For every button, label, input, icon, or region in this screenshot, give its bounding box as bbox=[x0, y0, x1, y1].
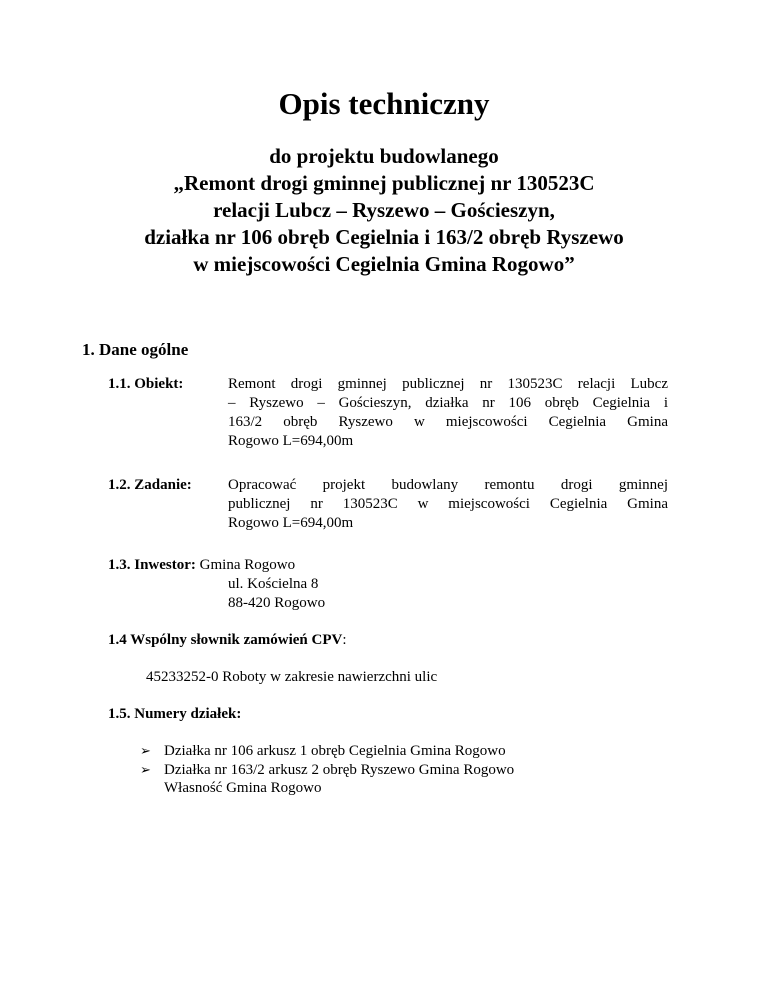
obiekt-line: 163/2 obręb Ryszewo w miejscowości Cegielnia Gmina bbox=[228, 414, 668, 430]
ownership-text: Własność Gmina Rogowo bbox=[164, 780, 322, 796]
subtitle-line: „Remont drogi gminnej publicznej nr 130523C bbox=[173, 171, 595, 195]
zadanie-label: 1.2. Zadanie: bbox=[108, 477, 192, 493]
obiekt-label: 1.1. Obiekt: bbox=[108, 376, 184, 392]
subtitle-line: do projektu budowlanego bbox=[269, 144, 499, 168]
cpv-colon: : bbox=[342, 632, 347, 648]
cpv-row bbox=[108, 631, 347, 650]
arrow-bullet-icon: ➢ bbox=[140, 762, 151, 777]
subtitle-line: działka nr 106 obręb Cegielnia i 163/2 obręb Ryszewo bbox=[144, 225, 624, 249]
document-title: Opis techniczny bbox=[278, 86, 490, 121]
cpv-label: 1.4 Wspólny słownik zamówień CPV bbox=[108, 632, 343, 648]
zadanie-line: Opracować projekt budowlany remontu drogi gminnej bbox=[228, 477, 668, 493]
list-item bbox=[140, 741, 506, 761]
subtitle-line: relacji Lubcz – Ryszewo – Gościeszyn, bbox=[213, 198, 555, 222]
dzialka-text: Działka nr 106 arkusz 1 obręb Cegielnia Gmina Rogowo bbox=[164, 743, 506, 759]
inwestor-city: 88-420 Rogowo bbox=[228, 595, 326, 611]
dzialka-text: Działka nr 163/2 arkusz 2 obręb Ryszewo Gmina Rogowo bbox=[164, 762, 515, 778]
zadanie-text bbox=[228, 476, 668, 533]
zadanie-line: Rogowo L=694,00m bbox=[228, 515, 354, 531]
section-heading: 1. Dane ogólne bbox=[82, 340, 189, 359]
inwestor-street: ul. Kościelna 8 bbox=[228, 576, 319, 592]
inwestor-row bbox=[108, 556, 295, 575]
inwestor-name: Gmina Rogowo bbox=[199, 557, 296, 573]
inwestor-label: 1.3. Inwestor: bbox=[108, 557, 196, 573]
cpv-code: 45233252-0 Roboty w zakresie nawierzchni ulic bbox=[146, 669, 438, 685]
zadanie-line: publicznej nr 130523C w miejscowości Cegielnia Gmina bbox=[228, 496, 668, 512]
list-item bbox=[140, 760, 514, 780]
document-subtitle bbox=[0, 143, 768, 278]
obiekt-line: Remont drogi gminnej publicznej nr 130523C relacji Lubcz bbox=[228, 376, 668, 392]
arrow-bullet-icon: ➢ bbox=[140, 743, 151, 758]
obiekt-line: – Ryszewo – Gościeszyn, działka nr 106 obręb Cegielnia i bbox=[228, 395, 668, 411]
dzialki-label: 1.5. Numery działek: bbox=[108, 706, 242, 722]
obiekt-text bbox=[228, 375, 668, 451]
subtitle-line: w miejscowości Cegielnia Gmina Rogowo” bbox=[193, 252, 575, 276]
obiekt-line: Rogowo L=694,00m bbox=[228, 433, 354, 449]
